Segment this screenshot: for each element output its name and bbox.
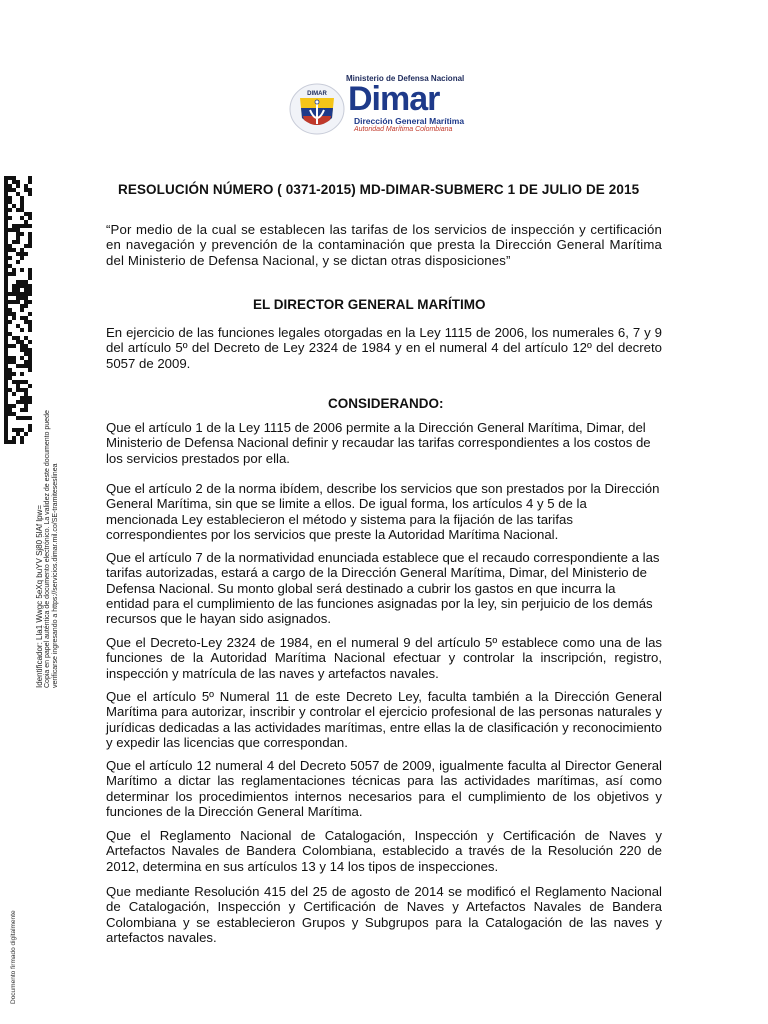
- considerando-paragraph: Que el artículo 2 de la norma ibídem, describe los servicios que son prestados por la Dirección General Marítima, sin que se limite a ellos. De igual forma, los artículos 4 y 5 de la mencionada Ley establecieron el método y sistema para la fijación de las tarifas correspondientes por los servicios que preste la Autoridad Marítima Nacional.: [106, 481, 660, 542]
- document-identifier: [35, 176, 59, 688]
- considerando-paragraph: Que el Reglamento Nacional de Catalogación, Inspección y Certificación de Naves y Artefactos Navales de Bandera Colombiana, establecido a través de la Resolución 220 de 2012, determina en sus artículos 13 y 14 los tipos de inspecciones.: [106, 828, 662, 874]
- dimar-emblem-icon: [288, 80, 346, 136]
- emblem-label: DIMAR: [307, 91, 327, 97]
- considerando-paragraph: Que el artículo 5º Numeral 11 de este Decreto Ley, faculta también a la Dirección General Marítima para autorizar, inscribir y controlar el ejercicio profesional de las personas naturales y jurídicas dedicadas a las actividades marítimas, entre ellas la de clasificación y reconocimiento y expedir las licencias que correspondan.: [106, 689, 662, 750]
- digital-signature-note: [10, 904, 20, 1004]
- considerando-paragraph: Que el artículo 12 numeral 4 del Decreto 5057 de 2009, igualmente faculta al Director General Marítimo a dictar las reglamentaciones técnicas para las actividades marítimas, así como determinar los procedimientos internos necesarios para el cumplimiento de los objetivos y funciones de la Dirección General Marítima.: [106, 758, 662, 819]
- considerando-paragraph: Que el Decreto-Ley 2324 de 1984, en el numeral 9 del artículo 5º establece como una de las funciones de la Autoridad Marítima Nacional efectuar y controlar la inscripción, registro, inspección y matrícula de las naves y artefactos navales.: [106, 635, 662, 681]
- copy-note-line2: verificarse ingresando a https://servicios.dimar.mil.co/SE-tramiteseslinea: [52, 463, 59, 688]
- resolution-title: RESOLUCIÓN NÚMERO ( 0371-2015) MD-DIMAR-SUBMERC 1 DE JULIO DE 2015: [118, 182, 640, 197]
- dimar-logo: [288, 74, 474, 136]
- firmado-text: Documento firmado digitalmente: [10, 910, 17, 1004]
- ministry-name: Ministerio de Defensa Nacional: [346, 74, 465, 83]
- document-barcode: [4, 176, 32, 444]
- identifier-code: Identificador: Lla1 Wwgc 5eXq buYV Sj80 5lAf lpw=: [35, 505, 44, 688]
- legal-basis-paragraph: En ejercicio de las funciones legales otorgadas en la Ley 1115 de 2006, los numerales 6, 7 y 9 del artículo 5º del Decreto de Ley 2324 de 1984 y en el numeral 4 del artículo 12º del decreto 5057 de 2009.: [106, 325, 662, 371]
- considerando-paragraph: Que mediante Resolución 415 del 25 de agosto de 2014 se modificó el Reglamento Nacional de Catalogación, Inspección y Certificación de Naves y Artefactos Navales de Bandera Colombiana y se establecieron Grupos y Subgrupos para la Catalogación de las naves y artefactos navales.: [106, 884, 662, 945]
- considerando-heading: CONSIDERANDO:: [328, 396, 444, 411]
- brand-name: Dimar: [348, 80, 440, 118]
- brand-subtitle: Dirección General Marítima: [354, 116, 465, 126]
- director-heading: EL DIRECTOR GENERAL MARÍTIMO: [253, 297, 486, 312]
- resolution-subject: “Por medio de la cual se establecen las tarifas de los servicios de inspección y certificación en navegación y prevención de la contaminación que presta la Dirección General Marítima del Ministerio de Defensa Nacional, y se dictan otras disposiciones”: [106, 222, 662, 268]
- copy-note-line1: Copia en papel auténtica de documento electrónico. La validez de este documento puede: [44, 410, 51, 688]
- considerando-paragraph: Que el artículo 1 de la Ley 1115 de 2006 permite a la Dirección General Marítima, Dimar, del Ministerio de Defensa Nacional definir y recaudar las tarifas correspondientes a los costos de los servicios prestados por ella.: [106, 420, 651, 466]
- brand-tagline: Autoridad Marítima Colombiana: [354, 126, 453, 133]
- considerando-paragraph: Que el artículo 7 de la normatividad enunciada establece que el recaudo correspondiente a las tarifas autorizadas, estará a cargo de la Dirección General Marítima, Dimar, del Ministerio de Defensa Nacional. Su monto global será destinado a cubrir los gastos en que incurra la entidad para el cumplimiento de las funciones asignadas por la ley, sin perjuicio de los demás recursos que le hayan sido asignados.: [106, 550, 660, 627]
